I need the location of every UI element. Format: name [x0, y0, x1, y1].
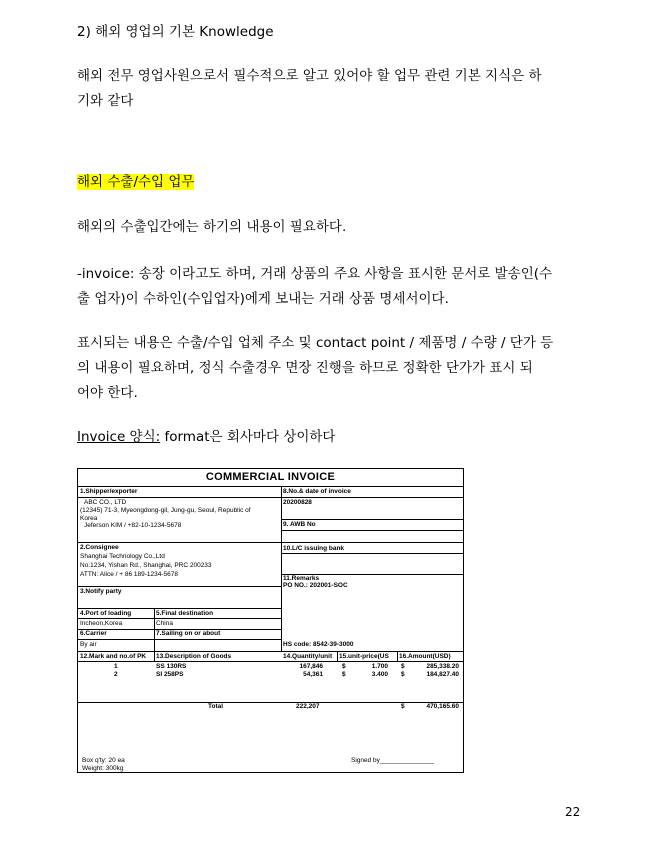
consignee-line: No.1234, Yishan Rd., Shanghai, PRC 200233: [80, 562, 212, 569]
shipper-line: Korea: [80, 515, 98, 522]
total-qty: 222,207: [296, 703, 320, 710]
page-number: 22: [565, 805, 581, 819]
divider: [337, 651, 338, 661]
shipper-line: Jeferson KIM / +82-10-1234-5678: [84, 522, 182, 529]
row-price: 3.400: [371, 671, 388, 678]
divider: [78, 608, 281, 609]
shipper-label: 1.Shipper/exporter: [80, 488, 138, 495]
hs-code: HS code: 8542-39-3000: [283, 641, 354, 648]
box-quantity: Box q'ty: 20 ea: [82, 757, 125, 764]
carrier-label: 6.Carrier: [80, 630, 107, 637]
final-dest-label: 5.Final destination: [156, 610, 214, 617]
invoice-desc-line: -invoice: 송장 이라고도 하며, 거래 상품의 주요 사항을 표시한 문서로 발송인(수: [77, 266, 553, 282]
divider: [78, 586, 281, 587]
consignee-line: Shanghai Technology Co.,Ltd: [80, 553, 165, 560]
format-label: Invoice 양식:: [77, 429, 161, 445]
section-title: [77, 170, 582, 195]
content-desc-line: 어야 한다.: [77, 385, 138, 401]
format-note: [77, 425, 582, 450]
divider: [78, 639, 281, 640]
section-heading: 2) 해외 영업의 기본 Knowledge: [77, 24, 274, 40]
po-number: PO NO.: 202001-SOC: [283, 582, 348, 589]
content-description: [77, 331, 582, 406]
invoice-no-label: 8.No.& date of invoice: [283, 488, 351, 495]
weight: Weight: 300kg: [82, 765, 124, 772]
row-price: 1.700: [371, 663, 388, 670]
col-header-price: 15.unit-price(US: [339, 653, 389, 660]
total-label: Total: [208, 703, 224, 710]
divider: [154, 608, 155, 651]
divider: [78, 651, 463, 652]
row-currency: $: [342, 663, 346, 670]
total-currency: $: [401, 703, 405, 710]
intro-paragraph: [77, 64, 582, 114]
divider: [78, 497, 463, 498]
invoice-description: [77, 262, 582, 312]
divider: [78, 618, 281, 619]
intro-line: 기와 같다: [77, 93, 134, 109]
row-currency: $: [342, 671, 346, 678]
col-header-desc: 13.Description of Goods: [156, 653, 232, 660]
row-desc: SS 130RS: [156, 663, 187, 670]
row-amount: 184,827.40: [426, 671, 459, 678]
row-qty: 167,846: [299, 663, 323, 670]
row-no: 1: [114, 663, 118, 670]
remarks-label: 11.Remarks: [283, 575, 320, 582]
divider: [281, 553, 463, 554]
port-loading-value: Incheon,Korea: [80, 620, 123, 627]
col-header-qty: 14.Quantity/unit: [283, 653, 333, 660]
format-text: format은 회사마다 상이하다: [160, 429, 336, 445]
invoice-title: COMMERCIAL INVOICE: [78, 469, 463, 487]
total-amount: 470,165.60: [426, 703, 459, 710]
highlighted-title: 해외 수출/수입 업무: [77, 174, 195, 190]
commercial-invoice: [77, 468, 464, 773]
row-amount: 285,338.20: [426, 663, 459, 670]
divider: [397, 651, 398, 661]
col-header-mark: 12.Mark and no.of PK: [80, 653, 147, 660]
invoice-no-value: 20200828: [283, 499, 312, 506]
consignee-label: 2.Consignee: [80, 544, 119, 551]
col-header-amount: 16.Amount(USD): [399, 653, 451, 660]
divider: [78, 702, 463, 703]
shipper-line: (12345) 71-3, Myeongdong-gil, Jung-gu, Seoul, Republic of: [80, 507, 251, 514]
divider: [281, 519, 463, 520]
notify-label: 3.Notify party: [80, 588, 122, 595]
row-currency: $: [401, 671, 405, 678]
divider: [281, 486, 282, 651]
invoice-desc-line: 출 업자)이 수하인(수입업자)에게 보내는 거래 상품 명세서이다.: [77, 291, 449, 307]
consignee-line: ATTN: Alice / + 86 189-1234-5678: [80, 571, 178, 578]
row-qty: 54,361: [303, 671, 323, 678]
divider: [78, 661, 463, 662]
final-dest-value: China: [156, 620, 173, 627]
section-intro: 해외의 수출입간에는 하기의 내용이 필요하다.: [77, 219, 347, 235]
signed-by: Signed by_______________: [351, 757, 435, 764]
content-desc-line: 표시되는 내용은 수출/수입 업체 주소 및 contact point / 제품명 / 수량 / 단가 등: [77, 335, 554, 351]
lc-bank-label: 10.L/C issuing bank: [283, 545, 345, 552]
carrier-value: By air: [80, 641, 97, 648]
content-desc-line: 의 내용이 필요하며, 정식 수출경우 면장 진행을 하므로 정확한 단가가 표시 되: [77, 360, 533, 376]
awb-label: 9. AWB No: [283, 521, 316, 528]
row-currency: $: [401, 663, 405, 670]
sailing-label: 7.Sailing on or about: [156, 630, 221, 637]
intro-line: 해외 전무 영업사원으로서 필수적으로 알고 있어야 할 업무 관련 기본 지식은 하: [77, 68, 542, 84]
port-loading-label: 4.Port of loading: [80, 610, 132, 617]
shipper-line: ABC CO., LTD: [84, 499, 127, 506]
divider: [154, 651, 155, 661]
divider: [281, 530, 463, 531]
row-desc: SI 258PS: [156, 671, 184, 678]
divider: [78, 542, 463, 543]
row-no: 2: [114, 671, 118, 678]
